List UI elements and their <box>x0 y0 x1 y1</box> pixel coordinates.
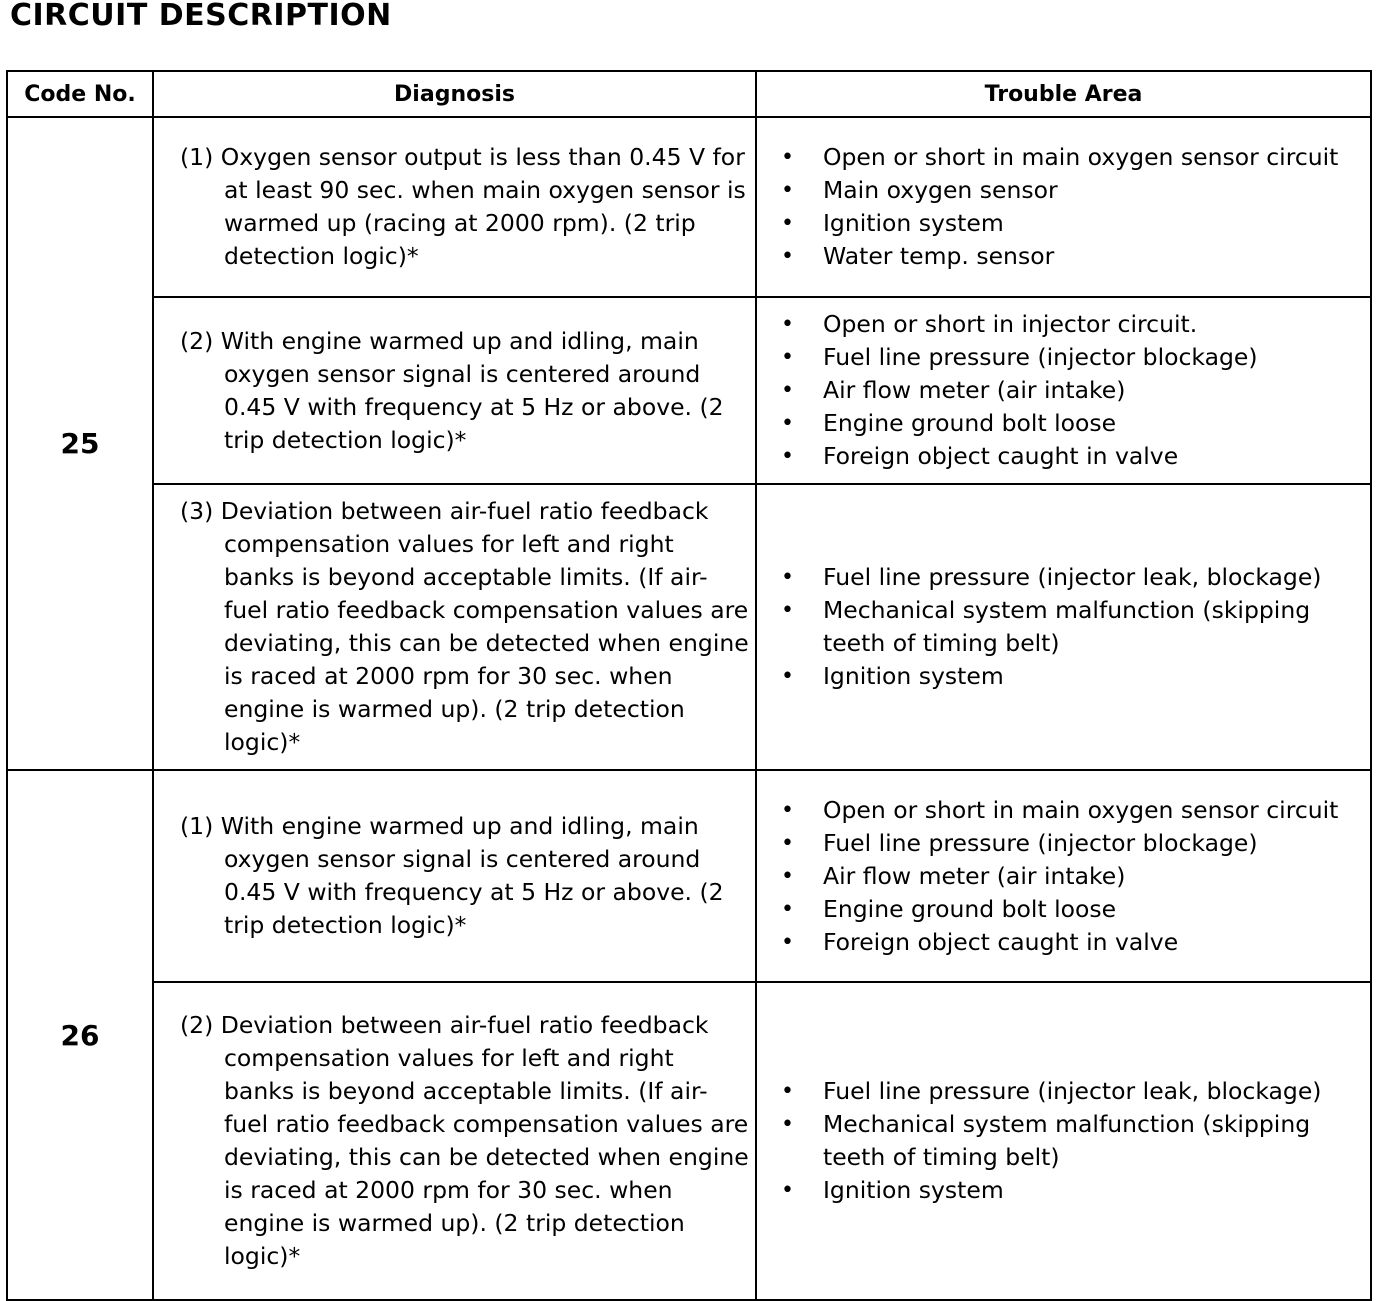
header-code-no: Code No. <box>7 71 153 117</box>
trouble-item-text: Fuel line pressure (injector blockage) <box>823 828 1258 857</box>
list-item <box>779 893 1368 926</box>
diagnosis-cell <box>153 484 756 770</box>
table-row <box>7 982 1371 1300</box>
diagnosis-text: (3) Deviation between air-fuel ratio feedback compensation values for left and right banks is beyond acceptable limits. (If air-fuel ratio feedback compensation values are deviating, this can be detected when engine is raced at 2000 rpm for 30 sec. when engine is warmed up). (2 trip detection logic)* <box>180 497 749 756</box>
header-diagnosis: Diagnosis <box>153 71 756 117</box>
trouble-item-text: Main oxygen sensor <box>823 176 1058 204</box>
trouble-area-list <box>779 141 1368 273</box>
trouble-item-text: Mechanical system malfunction (skipping teeth of timing belt) <box>823 596 1311 657</box>
list-item <box>779 660 1368 693</box>
trouble-item-text: Mechanical system malfunction (skipping teeth of timing belt) <box>823 1110 1311 1171</box>
trouble-area-list <box>779 794 1368 959</box>
diagnosis-text: (1) With engine warmed up and idling, main oxygen sensor signal is centered around 0.45 V with frequency at 5 Hz or above. (2 trip detection logic)* <box>180 812 724 939</box>
bullet-icon: • <box>781 244 794 269</box>
circuit-description-table <box>6 70 1372 1301</box>
list-item <box>779 240 1368 273</box>
trouble-item-text: Fuel line pressure (injector leak, blockage) <box>823 1077 1322 1105</box>
bullet-icon: • <box>781 411 794 436</box>
list-item <box>779 1108 1368 1174</box>
trouble-area-cell <box>756 117 1371 297</box>
diagnosis-cell <box>153 770 756 982</box>
list-item <box>779 174 1368 207</box>
bullet-icon: • <box>781 863 794 889</box>
trouble-item-text: Foreign object caught in valve <box>823 927 1179 956</box>
list-item <box>779 207 1368 240</box>
trouble-area-list <box>779 561 1368 693</box>
list-item <box>779 1174 1368 1207</box>
trouble-item-text: Engine ground bolt loose <box>823 894 1117 923</box>
code-number: 26 <box>7 770 153 1300</box>
table-row <box>7 297 1371 484</box>
diagnosis-cell <box>153 982 756 1300</box>
list-item <box>779 561 1368 594</box>
trouble-item-text: Fuel line pressure (injector leak, blockage) <box>823 563 1322 591</box>
bullet-icon: • <box>781 797 794 823</box>
list-item <box>779 374 1368 407</box>
trouble-item-text: Fuel line pressure (injector blockage) <box>823 343 1258 371</box>
table-row <box>7 117 1371 297</box>
trouble-area-cell <box>756 770 1371 982</box>
bullet-icon: • <box>781 1112 794 1137</box>
code-number: 25 <box>7 117 153 770</box>
trouble-item-text: Air flow meter (air intake) <box>823 861 1126 890</box>
trouble-item-text: Air flow meter (air intake) <box>823 376 1126 404</box>
list-item <box>779 594 1368 660</box>
trouble-item-text: Open or short in main oxygen sensor circuit <box>823 143 1339 171</box>
diagnosis-text: (2) With engine warmed up and idling, main oxygen sensor signal is centered around 0.45 V with frequency at 5 Hz or above. (2 trip detection logic)* <box>180 326 724 454</box>
page-title: CIRCUIT DESCRIPTION <box>10 0 392 33</box>
bullet-icon: • <box>781 1079 794 1104</box>
bullet-icon: • <box>781 211 794 236</box>
trouble-item-text: Open or short in main oxygen sensor circuit <box>823 795 1339 824</box>
list-item <box>779 827 1368 860</box>
trouble-item-text: Foreign object caught in valve <box>823 442 1179 470</box>
diagnosis-text: (2) Deviation between air-fuel ratio feedback compensation values for left and right banks is beyond acceptable limits. (If air-fuel ratio feedback compensation values are deviating, this can be detected when engine is raced at 2000 rpm for 30 sec. when engine is warmed up). (2 trip detection logic)* <box>180 1011 749 1270</box>
trouble-item-text: Ignition system <box>823 662 1004 690</box>
bullet-icon: • <box>781 378 794 403</box>
bullet-icon: • <box>781 312 794 337</box>
list-item <box>779 407 1368 440</box>
list-item <box>779 141 1368 174</box>
bullet-icon: • <box>781 145 794 170</box>
list-item <box>779 440 1368 473</box>
diagnosis-cell <box>153 117 756 297</box>
bullet-icon: • <box>781 1178 794 1203</box>
bullet-icon: • <box>781 830 794 856</box>
list-item <box>779 1075 1368 1108</box>
table-row <box>7 484 1371 770</box>
bullet-icon: • <box>781 598 794 623</box>
trouble-item-text: Ignition system <box>823 209 1004 237</box>
trouble-area-cell <box>756 297 1371 484</box>
diagnosis-cell <box>153 297 756 484</box>
trouble-item-text: Engine ground bolt loose <box>823 409 1117 437</box>
list-item <box>779 341 1368 374</box>
bullet-icon: • <box>781 178 794 203</box>
list-item <box>779 860 1368 893</box>
list-item <box>779 794 1368 827</box>
trouble-area-cell <box>756 982 1371 1300</box>
bullet-icon: • <box>781 444 794 469</box>
bullet-icon: • <box>781 565 794 590</box>
trouble-area-list <box>779 1075 1368 1207</box>
trouble-area-cell <box>756 484 1371 770</box>
trouble-area-list <box>779 308 1368 473</box>
bullet-icon: • <box>781 664 794 689</box>
header-row <box>7 71 1371 117</box>
trouble-item-text: Water temp. sensor <box>823 242 1055 270</box>
bullet-icon: • <box>781 896 794 922</box>
list-item <box>779 308 1368 341</box>
list-item <box>779 926 1368 959</box>
table-row <box>7 770 1371 982</box>
bullet-icon: • <box>781 345 794 370</box>
trouble-item-text: Ignition system <box>823 1176 1004 1204</box>
diagnosis-text: (1) Oxygen sensor output is less than 0.45 V for at least 90 sec. when main oxygen sensor is warmed up (racing at 2000 rpm). (2 trip detection logic)* <box>180 143 746 270</box>
bullet-icon: • <box>781 929 794 955</box>
header-trouble-area: Trouble Area <box>756 71 1371 117</box>
trouble-item-text: Open or short in injector circuit. <box>823 310 1198 338</box>
